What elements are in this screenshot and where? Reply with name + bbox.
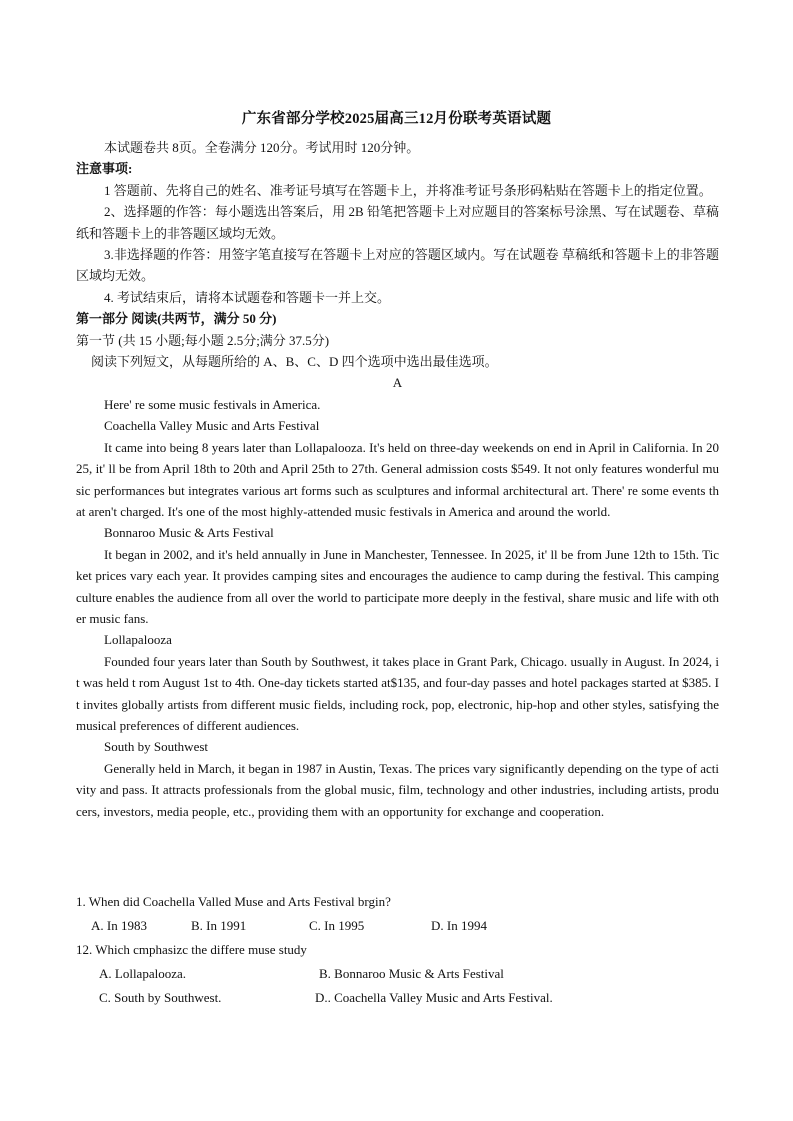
passage-intro: Here' re some music festivals in America. (104, 396, 321, 412)
festival-description: It came into being 8 years later than Lollapalooza. It's held on three-day weekends on end in April in California. In 2025, it' ll be from April 18th to 20th and April 25th to 27th. General admission costs $549. It not only features wonderful music performances but integrates various art forms such as sculptures and informal architectural art. There' re some events that aren't charged. It's one of the most highly-attended music festivals in America and around the world. (76, 439, 719, 519)
section-instruction: 阅读下列短文，从每题所给的 A、B、C、D 四个选项中选出最佳选项。 (91, 354, 498, 370)
festival-name: Lollapalooza (104, 632, 172, 648)
notice-item-2: 2、选择题的作答：每小题选出答案后，用 2B 铅笔把答题卡上对应题目的答案标号涂黑、写在试题卷、草稿纸和答题卡上的非答题区域均无效。 (76, 204, 719, 241)
option: C. South by Southwest. (99, 990, 222, 1005)
option: A. Lollapalooza. (99, 966, 186, 981)
option: A. In 1983 (91, 918, 147, 933)
part-heading: 第一部分 阅读(共两节，满分 50 分) (76, 311, 277, 327)
option: B. Bonnaroo Music & Arts Festival (319, 966, 504, 981)
notice-item-1: 1 答题前、先将自己的姓名、准考证号填写在答题卡上，并将准考证号条形码粘贴在答题卡上的指定位置。 (104, 182, 712, 198)
option: D. In 1994 (431, 918, 487, 933)
question-options (76, 962, 736, 986)
festival-description: Founded four years later than South by Southwest, it takes place in Grant Park, Chicago. usually in August. In 2024, it was held t rom August 1st to 4th. One-day tickets started at$135, and four-day passes and hotel packages started at $385. It invites globally artists from different music fields, including rock, pop, electronic, hip-hop and other styles, satisfying the musical preferences of different audiences. (76, 653, 719, 733)
question-stem: 12. Which cmphasizc the differe muse study (76, 942, 307, 957)
notice-item-4: 4. 考试结束后，请将本试题卷和答题卡一并上交。 (104, 289, 391, 305)
notice-heading: 注意事项: (76, 161, 133, 177)
question-options (76, 914, 736, 938)
festival-name: Bonnaroo Music & Arts Festival (104, 525, 274, 541)
passage-letter: A (392, 375, 403, 391)
option: C. In 1995 (309, 918, 365, 933)
questions-block (76, 890, 736, 1010)
question-options (76, 986, 736, 1010)
question-stem: 1. When did Coachella Valled Muse and Arts Festival brgin? (76, 894, 391, 909)
festival-name: South by Southwest (104, 739, 209, 755)
festival-name: Coachella Valley Music and Arts Festival (104, 418, 320, 434)
festival-description: Generally held in March, it began in 1987 in Austin, Texas. The prices vary significantly depending on the type of activity and pass. It attracts professionals from the global music, film, technology and other industries, including artists, producers, investors, media people, etc., providing them with an opportunity for exchange and cooperation. (76, 760, 719, 819)
exam-intro: 本试题卷共 8页。全卷满分 120分。考试用时 120分钟。 (104, 140, 420, 155)
option: B. In 1991 (191, 918, 247, 933)
option: D.. Coachella Valley Music and Arts Festival. (315, 990, 553, 1005)
notice-item-3: 3.非选择题的作答：用签字笔直接写在答题卡上对应的答题区域内。写在试题卷 草稿纸和答题卡上的非答题区域均无效。 (76, 247, 719, 284)
festival-description: It began in 2002, and it's held annually in June in Manchester, Tennessee. In 2025, it' ll be from June 12th to 15th. Ticket prices vary each year. It provides camping sites and encourages the audience to camp during the festival. This camping culture enables the audience from all over the world to participate more deeply in the festival, share music and life with other music fans. (76, 546, 719, 626)
section-heading: 第一节 (共 15 小题;每小题 2.5分;满分 37.5分) (76, 332, 330, 348)
document-body (76, 137, 719, 822)
page-title: 广东省部分学校2025届高三12月份联考英语试题 (241, 111, 552, 127)
